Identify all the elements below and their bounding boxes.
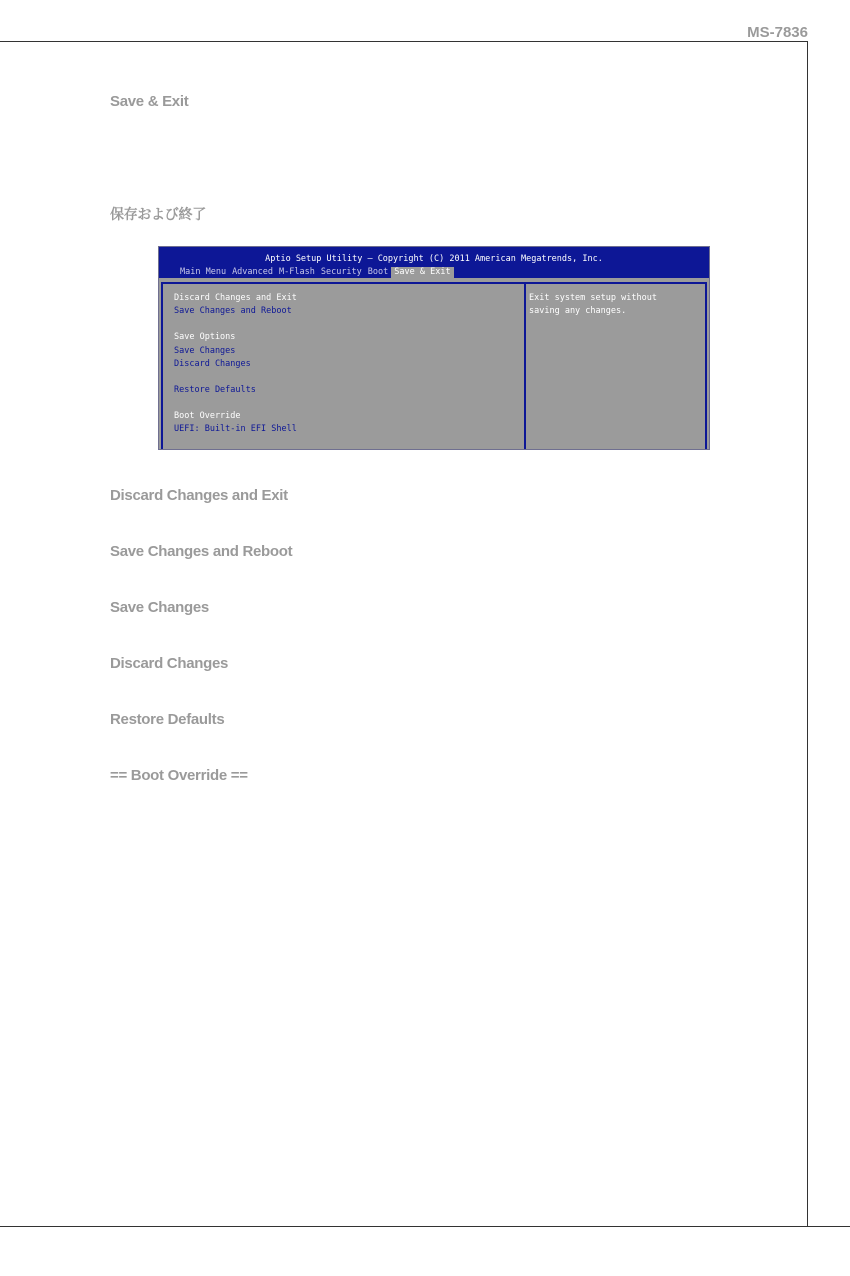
heading-discard-changes: Discard Changes xyxy=(110,655,229,672)
tab-security[interactable]: Security xyxy=(320,267,362,277)
tab-m-flash[interactable]: M-Flash xyxy=(279,267,315,277)
bios-label-boot-override: Boot Override xyxy=(174,411,241,421)
heading-save-changes: Save Changes xyxy=(110,599,209,616)
tab-advanced[interactable]: Advanced xyxy=(232,267,274,277)
heading-boot-override: == Boot Override == xyxy=(110,767,248,784)
bottom-rule xyxy=(0,1226,850,1227)
model-number: MS-7836 xyxy=(747,24,808,41)
bios-item-discard-exit[interactable]: Discard Changes and Exit xyxy=(174,293,297,303)
bios-item-discard-changes[interactable]: Discard Changes xyxy=(174,359,251,369)
section-heading-jp: 保存および終了 xyxy=(110,207,206,223)
right-rule xyxy=(807,41,808,1226)
bios-item-save-reboot[interactable]: Save Changes and Reboot xyxy=(174,306,292,316)
tab-boot[interactable]: Boot xyxy=(367,267,389,277)
bios-help-text: Exit system setup without saving any changes. xyxy=(529,293,657,316)
bios-screenshot xyxy=(158,246,710,450)
tab-save-exit[interactable]: Save & Exit xyxy=(391,267,453,278)
heading-save-changes-reboot: Save Changes and Reboot xyxy=(110,543,293,560)
bios-header xyxy=(159,247,709,278)
heading-discard-changes-exit: Discard Changes and Exit xyxy=(110,487,288,504)
bios-item-save-changes[interactable]: Save Changes xyxy=(174,346,236,356)
section-heading-en: Save & Exit xyxy=(110,93,189,110)
bios-item-restore-defaults[interactable]: Restore Defaults xyxy=(174,385,256,395)
top-rule xyxy=(0,41,807,42)
bios-tab-bar xyxy=(177,267,454,278)
tab-main-menu[interactable]: Main Menu xyxy=(180,267,227,277)
bios-help-divider xyxy=(524,282,526,449)
bios-title: Aptio Setup Utility – Copyright (C) 2011 American Megatrends, Inc. xyxy=(265,254,603,264)
bios-label-save-options: Save Options xyxy=(174,332,236,342)
heading-restore-defaults: Restore Defaults xyxy=(110,711,225,728)
bios-item-uefi-shell[interactable]: UEFI: Built-in EFI Shell xyxy=(174,424,297,434)
